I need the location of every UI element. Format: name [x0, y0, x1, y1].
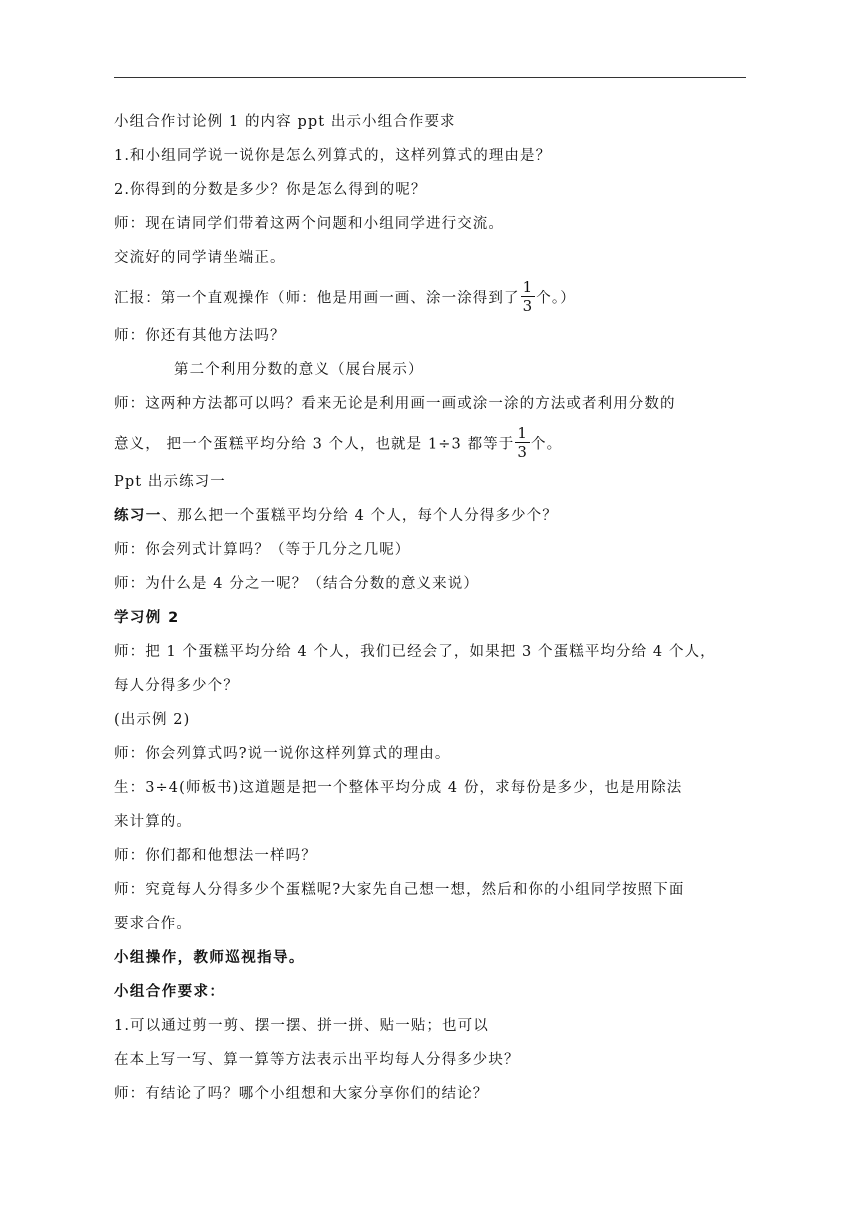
- line-exercise-one: [114, 506, 558, 526]
- line-report: [114, 280, 576, 317]
- line-sit-properly: 交流好的同学请坐端正。: [114, 250, 286, 266]
- line-student-answer: 生：3÷4(师板书)这道题是把一个整体平均分成 4 份，求每份是多少，也是用除法: [114, 780, 683, 796]
- line-second-method: 第二个利用分数的意义（展台展示）: [174, 362, 424, 378]
- line-question-2: 2.你得到的分数是多少？你是怎么得到的呢？: [114, 182, 427, 198]
- line-share-conclusion: 师：有结论了吗？哪个小组想和大家分享你们的结论？: [114, 1086, 489, 1102]
- meaning-text: 意义， 把一个蛋糕平均分给 3 个人，也就是 1÷3 都等于: [114, 436, 515, 453]
- exercise-one-text: 、那么把一个蛋糕平均分给 4 个人，每个人分得多少个？: [161, 508, 558, 524]
- line-requirement-1: 1.可以通过剪一剪、摆一摆、拼一拼、贴一贴；也可以: [114, 1018, 489, 1034]
- meaning-text-end: 个。: [531, 436, 563, 453]
- line-example-2-heading: 学习例 2: [114, 610, 180, 626]
- fraction-one-third: [521, 278, 536, 315]
- line-group-requirements: 小组合作要求：: [114, 984, 226, 1000]
- line-show-example-2: (出示例 2): [114, 712, 191, 728]
- line-student-answer-cont: 来计算的。: [114, 814, 192, 830]
- line-calc: 师：你会列式计算吗？（等于几分之几呢）: [114, 542, 411, 558]
- line-requirement-1-cont: 在本上写一写、算一算等方法表示出平均每人分得多少块？: [114, 1052, 520, 1068]
- line-same-idea: 师：你们都和他想法一样吗？: [114, 848, 317, 864]
- line-other-methods: 师：你还有其他方法吗？: [114, 328, 286, 344]
- line-both-methods: 师：这两种方法都可以吗？看来无论是利用画一画或涂一涂的方法或者利用分数的: [114, 396, 676, 412]
- exercise-one-heading: 练习一: [114, 508, 162, 524]
- line-group-operation: 小组操作，教师巡视指导。: [114, 950, 305, 966]
- line-group-discussion: 小组合作讨论例 1 的内容 ppt 出示小组合作要求: [114, 114, 456, 130]
- line-each-gets: 每人分得多少个？: [114, 678, 239, 694]
- line-how-many-cakes: 师：究竟每人分得多少个蛋糕呢?大家先自己想一想，然后和你的小组同学按照下面: [114, 882, 685, 898]
- fraction-denominator: 3: [522, 297, 534, 315]
- line-question-1: 1.和小组同学说一说你是怎么列算式的，这样列算式的理由是？: [114, 148, 552, 164]
- fraction-one-third-2: [515, 424, 530, 461]
- line-why-quarter: 师：为什么是 4 分之一呢？（结合分数的意义来说）: [114, 576, 479, 592]
- line-write-formula: 师：你会列算式吗?说一说你这样列算式的理由。: [114, 746, 451, 762]
- line-example-2-intro: 师：把 1 个蛋糕平均分给 4 个人，我们已经会了，如果把 3 个蛋糕平均分给 4 个人，: [114, 644, 716, 660]
- line-ppt-exercise: Ppt 出示练习一: [114, 474, 226, 490]
- report-text: 汇报：第一个直观操作（师：他是用画一画、涂一涂得到了: [114, 290, 520, 307]
- report-text-end: 个。）: [536, 290, 576, 307]
- fraction-numerator: 1: [522, 278, 534, 296]
- header-rule: [114, 77, 746, 78]
- line-cooperate: 要求合作。: [114, 916, 192, 932]
- line-teacher-exchange: 师：现在请同学们带着这两个问题和小组同学进行交流。: [114, 216, 504, 232]
- line-meaning: [114, 426, 562, 463]
- fraction-numerator: 1: [517, 424, 529, 442]
- fraction-denominator: 3: [517, 443, 529, 461]
